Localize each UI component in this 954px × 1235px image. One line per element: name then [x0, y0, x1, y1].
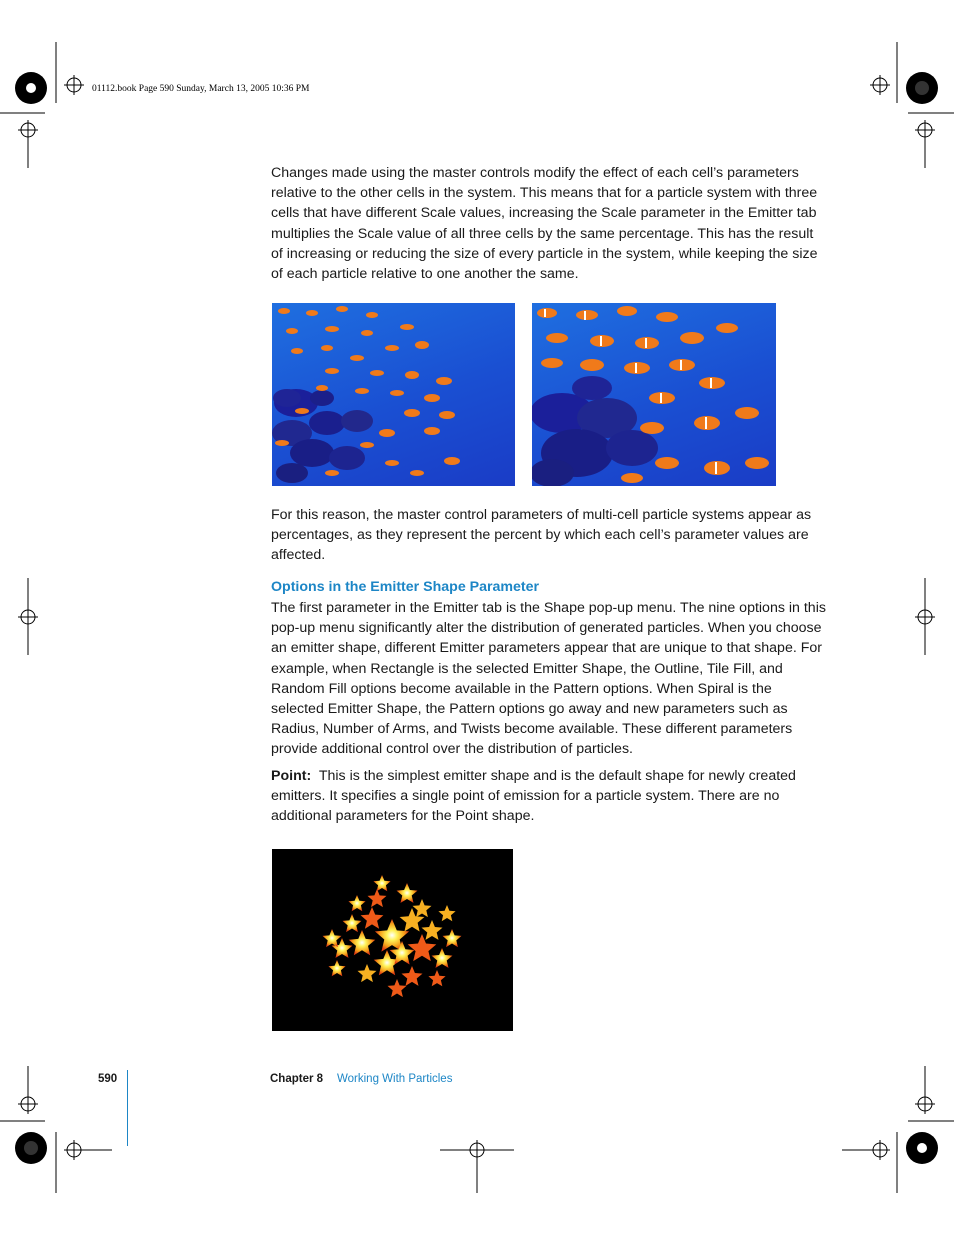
crosshair-mark-top-left-a — [64, 75, 84, 95]
crosshair-mark-bottom-right-b — [915, 1094, 935, 1114]
page-number: 590 — [98, 1073, 118, 1085]
clownfish-particles-small — [272, 303, 515, 486]
section-heading: Options in the Emitter Shape Parameter — [271, 579, 540, 595]
star-particle — [413, 899, 432, 917]
star-particle — [349, 930, 376, 955]
point-description: This is the simplest emitter shape and is the default shape for newly created emitters. It specifies a single point of emission for a particle system. There are no additional parameters for the Point shape. — [271, 768, 796, 825]
star-particle — [397, 883, 418, 903]
star-particle — [432, 948, 453, 968]
clownfish-particles-large — [532, 303, 776, 486]
crosshair-mark-top-right-b — [915, 120, 935, 140]
star-particle — [408, 934, 437, 961]
star-particle — [422, 920, 443, 940]
star-particle — [348, 895, 365, 911]
chapter-title: Working With Particles — [337, 1073, 453, 1085]
point-term: Point: — [271, 768, 312, 784]
crosshair-mark-bottom-left-b — [64, 1140, 84, 1160]
tang-fish-group — [272, 389, 373, 483]
star-particle — [373, 875, 390, 891]
starburst-mark-bottom-left — [15, 1132, 47, 1164]
star-particle — [358, 964, 377, 982]
figure-fish-small — [272, 303, 515, 486]
figure-fish-large — [532, 303, 776, 486]
star-particle — [328, 960, 345, 976]
star-particles — [272, 849, 513, 1031]
footer-rule — [127, 1070, 128, 1146]
body-paragraph-emitter-shape: The first parameter in the Emitter tab is the Shape pop-up menu. The nine options in this pop-up menu significantly alter the distribution of generated particles. When you choose an emitter shape, different Emitter parameters appear that are unique to that shape. For example, when Rectangle is the selected Emitter Shape, the Outline, Tile Fill, and Random Fill options become available in the Pattern options. When Spiral is the selected Emitter Shape, the Pattern options go away and new parameters such as Radius, Number of Arms, and Twists become available. These different parameters provide additional control over the distribution of particles. — [271, 600, 826, 758]
star-particle — [428, 970, 445, 986]
crosshair-mark-bottom-center — [467, 1140, 487, 1160]
star-particle — [402, 966, 423, 986]
star-particle — [343, 914, 362, 932]
crosshair-mark-bottom-left-a — [18, 1094, 38, 1114]
chapter-label: Chapter 8 — [270, 1073, 324, 1085]
star-particle — [368, 889, 387, 907]
star-particle — [388, 979, 407, 997]
body-paragraph-point — [271, 766, 827, 827]
starburst-mark-bottom-right — [906, 1132, 938, 1164]
tang-fish-group — [532, 376, 658, 486]
star-particle — [443, 929, 462, 947]
body-paragraph-master-controls: Changes made using the master controls modify the effect of each cell’s parameters relative to the other cells in the system. This means that for a particle system with three cells that have different Scale values, increasing the Scale parameter in the Emitter tab multiplies the Scale value of all three cells by the same percentage. This has the result of increasing or reducing the size of every particle in the system, while keeping the size of each particle relative to one another the same. — [271, 165, 818, 283]
starburst-mark-top-left — [15, 72, 47, 104]
starburst-mark-top-right — [906, 72, 938, 104]
figure-point-emitter — [272, 849, 513, 1031]
star-particle — [323, 929, 342, 947]
print-slug: 01112.book Page 590 Sunday, March 13, 2005 10:36 PM — [92, 84, 310, 94]
body-paragraph-percentages: For this reason, the master control parameters of multi-cell particle systems appear as percentages, as they represent the percent by which each cell’s parameter values are affected. — [271, 507, 812, 564]
star-cluster — [323, 875, 462, 997]
crosshair-mark-bottom-right-a — [870, 1140, 890, 1160]
star-particle — [361, 907, 384, 929]
crosshair-mark-top-left-b — [18, 120, 38, 140]
star-particle — [438, 905, 455, 921]
crosshair-mark-top-right-a — [870, 75, 890, 95]
